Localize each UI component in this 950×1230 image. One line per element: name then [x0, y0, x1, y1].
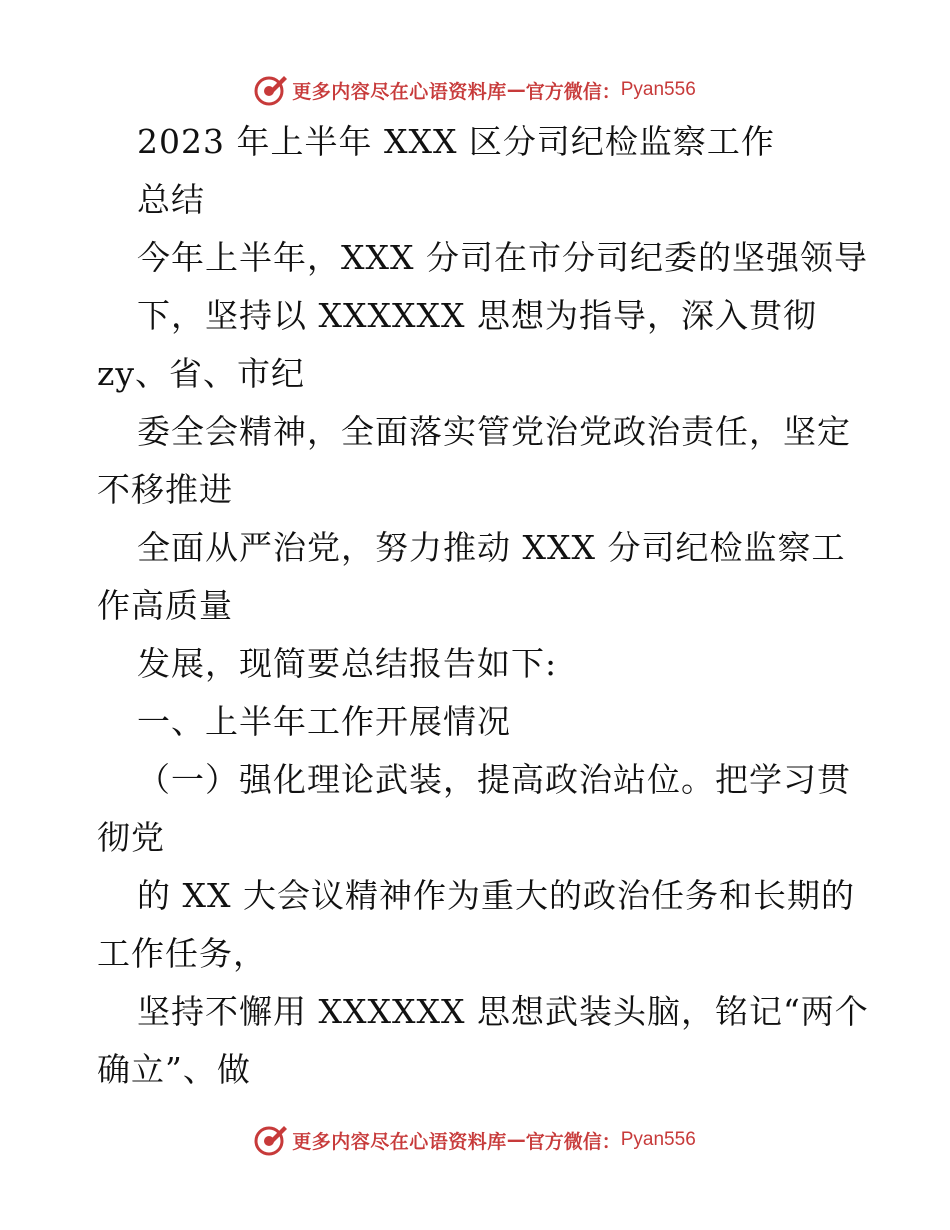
- paragraph-line: 工作任务，: [97, 934, 267, 973]
- paragraph-line: 下，坚持以 XXXXXX 思想为指导，深入贯彻: [137, 296, 817, 335]
- paragraph-line: 发展，现简要总结报告如下:: [137, 644, 558, 683]
- header-banner: [0, 70, 950, 110]
- footer-banner-separator: —: [506, 1129, 526, 1151]
- paragraph-line: 委全会精神，全面落实管党治党政治责任，坚定: [137, 412, 851, 451]
- paragraph-line: zy、省、市纪: [97, 354, 306, 393]
- pen-logo-icon: [254, 73, 288, 107]
- header-wechat-label: 官方微信：: [525, 80, 621, 103]
- paragraph-line: 不移推进: [97, 470, 233, 509]
- pen-logo-icon: [254, 1123, 288, 1157]
- section-heading: 一、上半年工作开展情况: [137, 702, 511, 741]
- paragraph-line: 坚持不懈用 XXXXXX 思想武装头脑，铭记“两个: [137, 992, 869, 1031]
- paragraph-line: 的 XX 大会议精神作为重大的政治任务和长期的: [137, 876, 855, 915]
- paragraph-line: 今年上半年，XXX 分司在市分司纪委的坚强领导: [137, 238, 868, 277]
- footer-banner: [0, 1120, 950, 1160]
- document-title-line-2: 总结: [137, 180, 205, 219]
- header-banner-text: 更多内容尽在心语资料库: [292, 80, 507, 103]
- paragraph-line: 彻党: [97, 818, 165, 857]
- paragraph-line: 确立”、做: [97, 1050, 251, 1089]
- document-title-line-1: 2023 年上半年 XXX 区分司纪检监察工作: [137, 122, 775, 161]
- header-wechat-id: Pyan556: [620, 79, 696, 100]
- footer-wechat-label: 官方微信：: [525, 1130, 621, 1153]
- header-banner-separator: —: [506, 79, 526, 101]
- footer-wechat-id: Pyan556: [620, 1129, 696, 1150]
- paragraph-line: 全面从严治党，努力推动 XXX 分司纪检监察工: [137, 528, 846, 567]
- paragraph-line: 作高质量: [97, 586, 233, 625]
- subsection-heading-line: （一）强化理论武装，提高政治站位。把学习贯: [137, 760, 851, 799]
- footer-banner-text: 更多内容尽在心语资料库: [292, 1130, 507, 1153]
